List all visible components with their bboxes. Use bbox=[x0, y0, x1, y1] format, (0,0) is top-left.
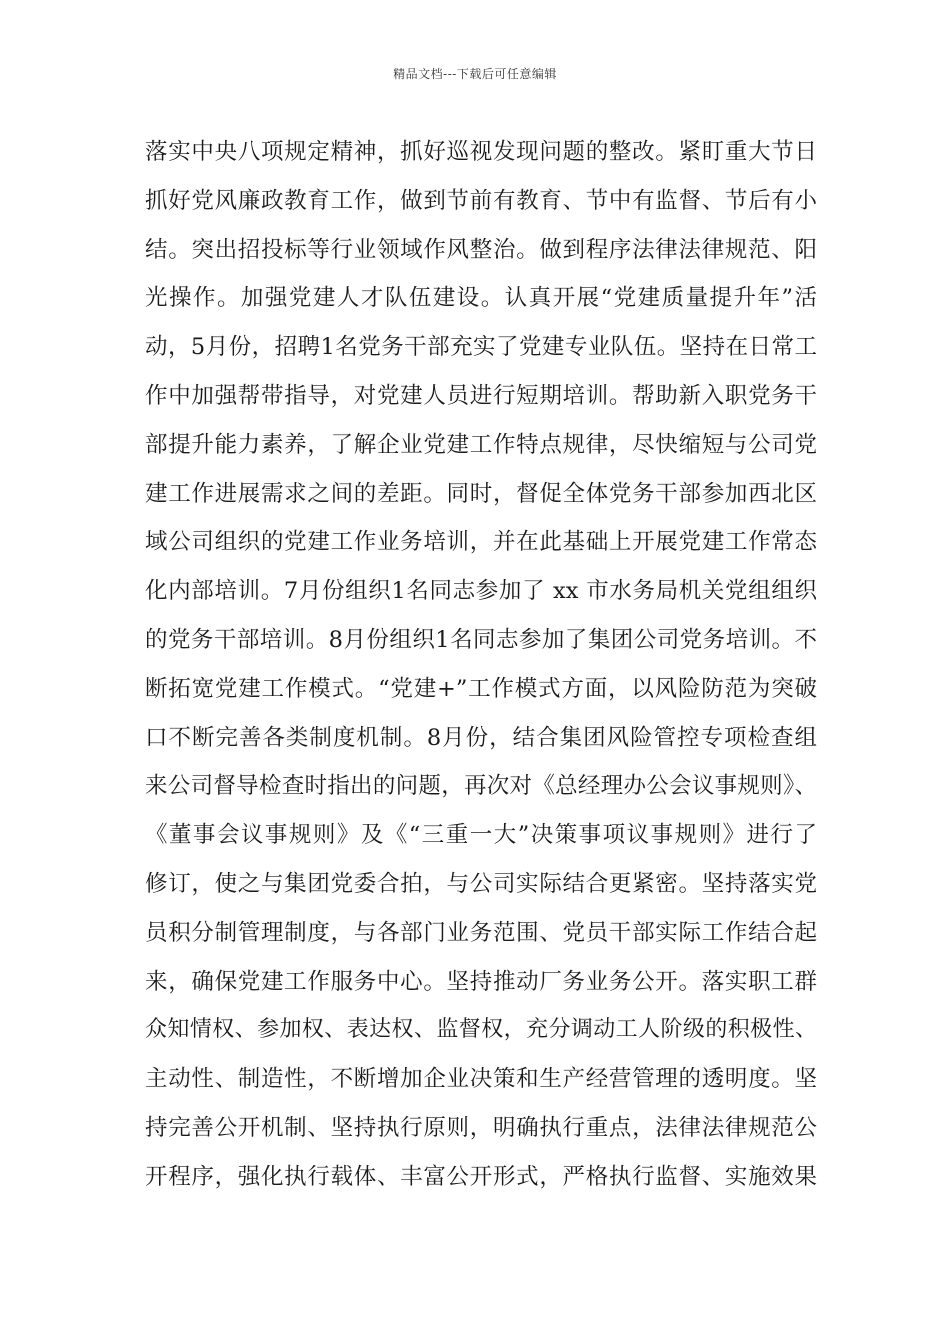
text-line: 开程序，强化执行载体、丰富公开形式，严格执行监督、实施效果 bbox=[145, 1163, 817, 1190]
text-line: 结。突出招投标等行业领域作风整治。做到程序法律法律规范、阳 bbox=[145, 236, 817, 263]
text-line: 部提升能力素养，了解企业党建工作特点规律，尽快缩短与公司党 bbox=[145, 431, 817, 458]
text-line: 建工作进展需求之间的差距。同时，督促全体党务干部参加西北区 bbox=[145, 480, 817, 507]
text-line: 口不断完善各类制度机制。8月份，结合集团风险管控专项检查组 bbox=[145, 724, 817, 751]
text-line: 众知情权、参加权、表达权、监督权，充分调动工人阶级的积极性、 bbox=[145, 1017, 817, 1043]
text-line: 动，5月份，招聘1名党务干部充实了党建专业队伍。坚持在日常工 bbox=[145, 334, 817, 361]
text-line: 化内部培训。7月份组织1名同志参加了 xx 市水务局机关党组组织 bbox=[145, 578, 817, 605]
text-line: 修订，使之与集团党委合拍，与公司实际结合更紧密。坚持落实党 bbox=[145, 870, 817, 897]
text-line: 域公司组织的党建工作业务培训，并在此基础上开展党建工作常态 bbox=[145, 529, 817, 556]
text-line: 员积分制管理制度，与各部门业务范围、党员干部实际工作结合起 bbox=[145, 919, 817, 946]
text-line: 来，确保党建工作服务中心。坚持推动厂务业务公开。落实职工群 bbox=[145, 968, 817, 995]
document-body bbox=[145, 128, 817, 1202]
text-line: 的党务干部培训。8月份组织1名同志参加了集团公司党务培训。不 bbox=[145, 626, 817, 653]
text-line: 落实中央八项规定精神，抓好巡视发现问题的整改。紧盯重大节日 bbox=[145, 139, 817, 165]
text-line: 《董事会议事规则》及《“三重一大”决策事项议事规则》进行了 bbox=[145, 822, 817, 849]
page-header: 精品文档---下载后可任意编辑 bbox=[393, 67, 557, 81]
text-line: 光操作。加强党建人才队伍建设。认真开展“党建质量提升年”活 bbox=[145, 285, 817, 312]
text-line: 来公司督导检查时指出的问题，再次对《总经理办公会议事规则》、 bbox=[145, 773, 817, 800]
text-line: 抓好党风廉政教育工作，做到节前有教育、节中有监督、节后有小 bbox=[145, 187, 817, 214]
text-line: 持完善公开机制、坚持执行原则，明确执行重点，法律法律规范公 bbox=[145, 1114, 817, 1141]
text-line: 作中加强帮带指导，对党建人员进行短期培训。帮助新入职党务干 bbox=[145, 382, 817, 409]
text-line: 主动性、制造性，不断增加企业决策和生产经营管理的透明度。坚 bbox=[145, 1066, 817, 1093]
text-line: 断拓宽党建工作模式。“党建+”工作模式方面，以风险防范为突破 bbox=[145, 675, 817, 702]
